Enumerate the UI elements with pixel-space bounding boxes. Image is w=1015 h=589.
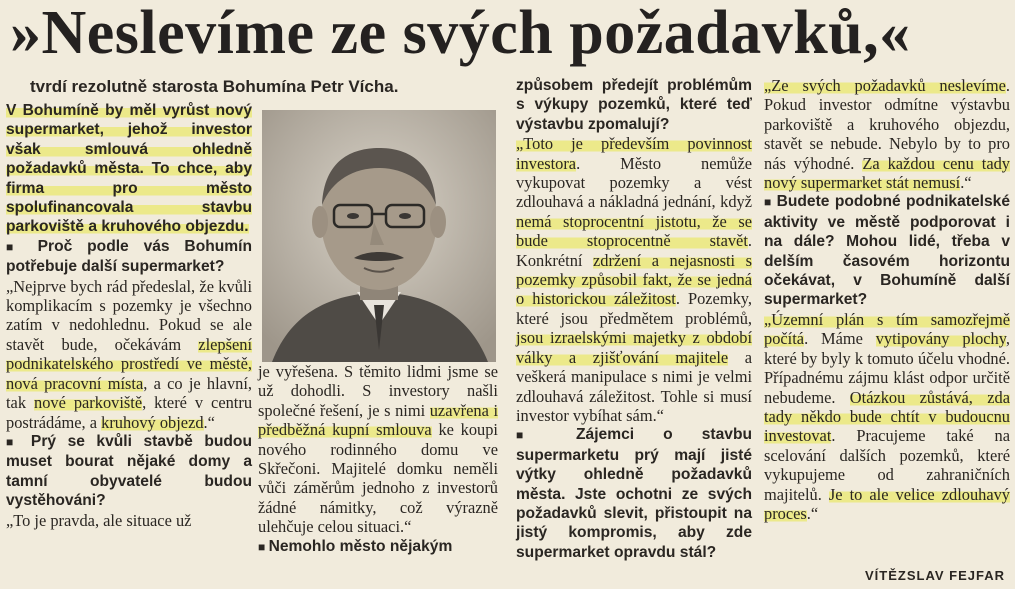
answer-4-text: . Pokud investor odmítne výstavbu parkoviště a kruhového objezdu, stavět se nebude. Nebylo by to pro nás výhodné. [764, 76, 1010, 173]
column-2 [258, 362, 498, 557]
answer-3-text: a veškerá manipulace s nimi je velmi zdlouhavá záležitost. Tohle si musí investor vybíhat sám.“ [516, 347, 753, 425]
highlight: kruhový objezd [101, 412, 204, 432]
answer-3-text: . Konkrétní [516, 231, 752, 270]
portrait-photo [262, 110, 496, 362]
answer-3-text: . Pozemky, které jsou předmětem problémů, [516, 289, 752, 328]
byline: VÍTĚZSLAV FEJFAR [865, 568, 1005, 583]
answer-1-text: .“ [203, 412, 215, 432]
portrait-icon [262, 110, 496, 362]
answer-1-text: , které v centru postrádáme, a [6, 393, 253, 432]
highlight: Za každou cenu tady nový supermarket stát nemusí [764, 153, 1010, 193]
question-5: ■ Budete podobné podnikatelské aktivity ve městě podporovat i na dále? Mohou lidé, třeba v delším časovém horizontu očekávat, v Bohumíně další supermarket? [764, 192, 1010, 309]
answer-5-text: . Pracujeme také na scelování dalších pozemků, které vykupujeme od zahraničních majitelů. [764, 426, 1010, 504]
answer-5 [764, 310, 1010, 523]
column-4 [764, 76, 1010, 523]
highlight: jsou izraelskými majetky z období války a zjišťování majitele [516, 328, 752, 367]
question-1: ■ Proč podle vás Bohumín potřebuje další supermarket? [6, 237, 252, 277]
highlight: „Toto je především povinnost investora [516, 134, 752, 173]
lead-paragraph [6, 101, 252, 237]
answer-1 [6, 277, 252, 432]
highlight: Otázkou zůstává, zda tady někdo bude chtít v budoucnu investovat [764, 387, 1010, 446]
column-3 [516, 76, 752, 562]
answer-3 [516, 134, 752, 425]
subheadline: tvrdí rezolutně starosta Bohumína Petr Vícha. [30, 77, 399, 96]
highlight: „Územní plán s tím samozřejmě počítá [764, 309, 1010, 349]
answer-2-cont [258, 362, 498, 537]
highlight: zlepšení podnikatelského prostředí ve městě, nová pracovní místa [6, 334, 252, 393]
headline: »Neslevíme ze svých požadavků,« [10, 0, 911, 67]
highlight: nové parkoviště [34, 393, 143, 413]
answer-4-text: .“ [960, 173, 972, 193]
answer-2-start: „To je pravda, ale situace už [6, 510, 192, 530]
question-4: ■ Zájemci o stavbu supermarketu prý mají jisté výtky ohledně požadavků města. Jste ochotni ze svých požadavků slevit, přistoupit na jistý kompromis, aby zde supermarket opravdu stál? [516, 425, 752, 562]
question-3-cont: způsobem předejít problémům s výkupy pozemků, které teď výstavbu zpomalují? [516, 77, 752, 133]
column-1 [6, 101, 252, 530]
highlight: „Ze svých požadavků neslevíme [764, 76, 1006, 95]
lead-text: V Bohumíně by měl vyrůst nový supermarket, jehož investor však smlouvá ohledně požadavků města. To chce, aby firma pro město spolufinancovala stavbu parkoviště a kruhového objezdu. [6, 102, 252, 236]
highlight: Je to ale velice zdlouhavý proces [764, 484, 1011, 523]
highlight: vytipovány plochy [875, 329, 1006, 349]
highlight: nemá stoprocentní jistotu, že se bude stoprocentně stavět [516, 211, 752, 251]
question-3: ■ Nemohlo město nějakým [258, 537, 498, 557]
answer-5-text: , které by byly k tomuto účelu vhodné. Případnému zájmu klást odpor určitě nebudeme. [764, 329, 1010, 407]
answer-3-text: . Město nemůže vykupovat pozemky a vést zdlouhavá a nákladná jednání, když [516, 153, 752, 212]
answer-2-text: je vyřešena. S těmito lidmi jsme se už dohodli. S investory našli společné řešení, je s nimi [258, 362, 498, 420]
answer-2-text: ke koupi nového rodinného domu ve Skřečoni. Majitelé domku neměli vůči záměrům jednoho z investorů žádné námitky, což výrazně ulehčuje celou situaci.“ [258, 420, 498, 537]
answer-5-text: .“ [806, 503, 819, 523]
highlight: zdržení a nejasnosti s pozemky způsobil fakt, že se jedná o historickou záležitost [516, 250, 752, 309]
answer-1-text: , a co je hlavní, tak [6, 373, 252, 413]
answer-4 [764, 76, 1010, 192]
answer-1-text: „Nejprve bych rád předeslal, že kvůli komplikacím s pozemky je všechno zatím v nedohlednu. Pokud se ale stavět bude, očekávám [6, 276, 252, 354]
highlight: uzavřena i předběžná kupní smlouva [258, 400, 499, 440]
answer-5-text: . Máme [804, 329, 876, 349]
question-2: ■ Prý se kvůli stavbě budou muset bourat nějaké domy a tamní obyvatelé budou vystěhováni? [6, 432, 252, 511]
